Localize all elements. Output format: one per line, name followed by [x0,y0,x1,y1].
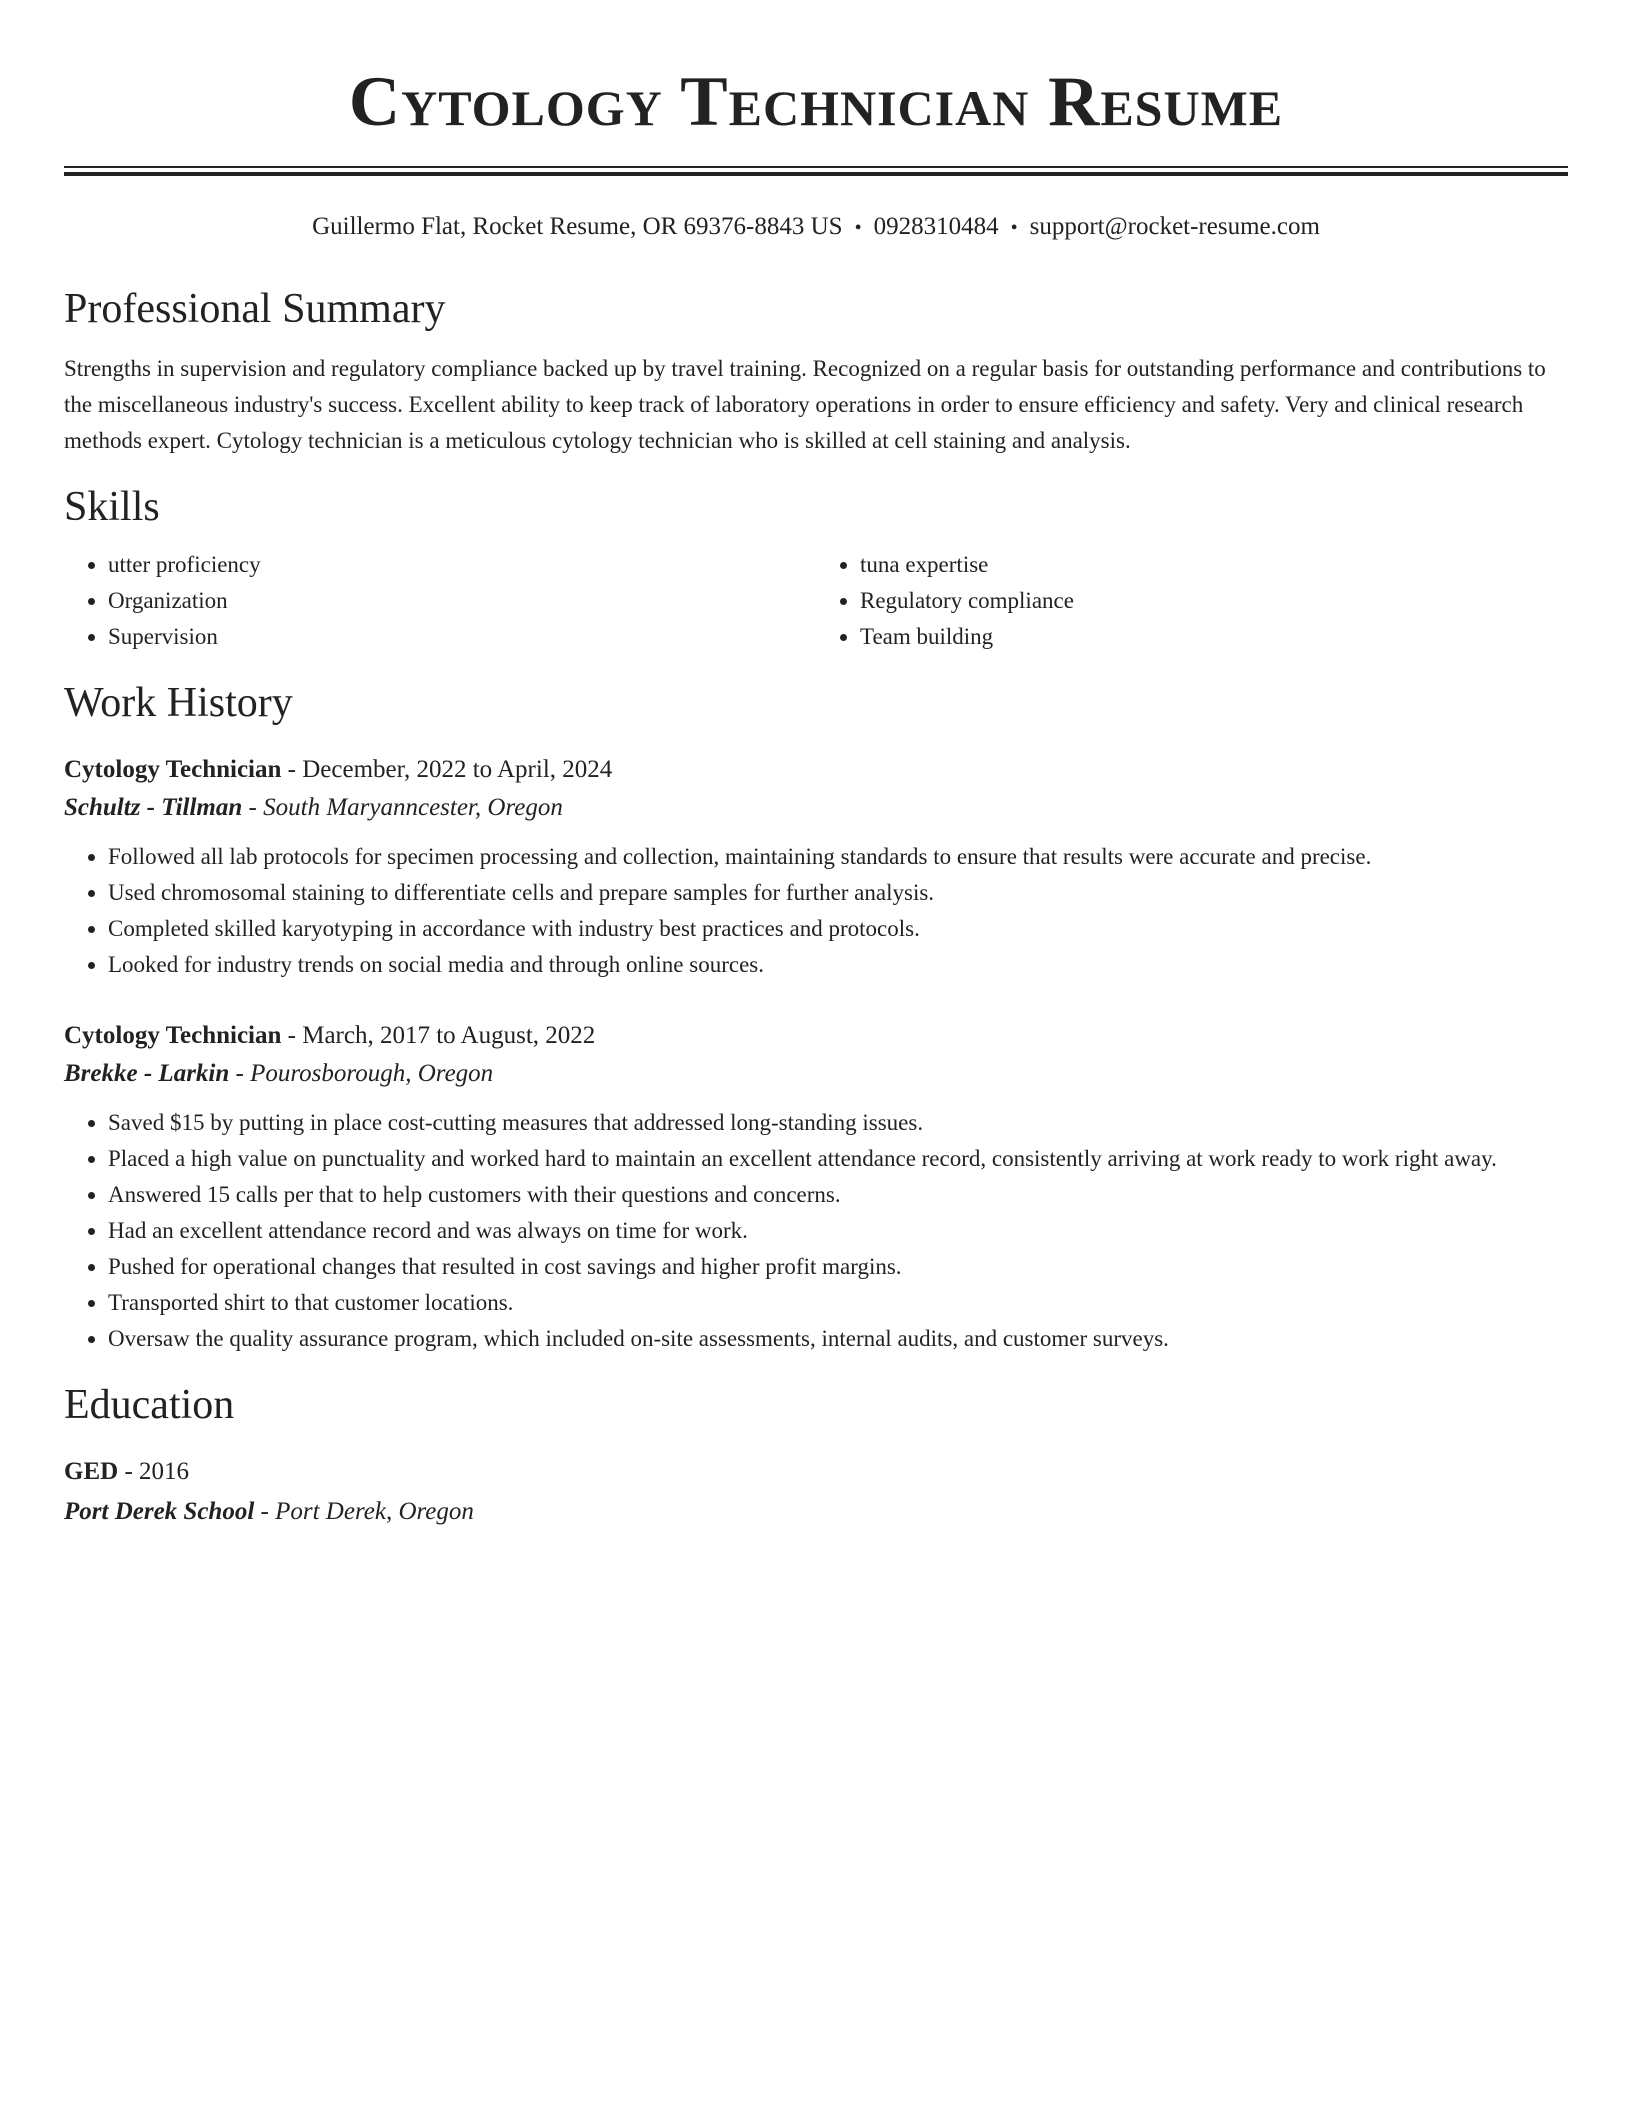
job-entry [64,1017,1568,1357]
job-dates: - December, 2022 to April, 2024 [281,756,613,783]
education-location: - Port Derek, Oregon [254,1498,474,1525]
job-bullet: • Placed a high value on punctuality and worked hard to maintain an excellent attendance record, consistently arriving at work ready to work right away. [108,1141,1568,1177]
skill-item: • Team building [860,619,1568,655]
education-year: - 2016 [118,1458,190,1485]
contact-phone: 0928310484 [873,213,999,240]
skills-list [64,547,1568,655]
education-degree: GED [64,1458,119,1485]
contact-separator: • [854,217,862,239]
job-bullet: • Used chromosomal staining to differentiate cells and prepare samples for further analysis. [108,875,1568,911]
job-title: Cytology Technician [64,756,282,783]
summary-heading: Professional Summary [64,286,446,332]
contact-address: Guillermo Flat, Rocket Resume, OR 69376-8843 US [312,213,843,240]
contact-separator: • [1010,217,1018,239]
job-location: - South Maryanncester, Oregon [242,794,563,821]
contact-email: support@rocket-resume.com [1029,213,1320,240]
job-company-line [64,1055,1568,1093]
job-bullets [64,1105,1568,1357]
job-dates: - March, 2017 to August, 2022 [281,1022,596,1049]
job-title-line [64,1017,1568,1055]
skill-item: • Regulatory compliance [860,583,1568,619]
education-degree-line [64,1453,1568,1491]
skill-item: • Organization [108,583,816,619]
job-title: Cytology Technician [64,1022,282,1049]
job-company-line [64,789,1568,827]
job-bullet: • Followed all lab protocols for specimen processing and collection, maintaining standards to ensure that results were accurate and precise. [108,839,1568,875]
work-history-heading: Work History [64,680,293,726]
skills-heading: Skills [64,484,160,530]
page-title: Cytology Technician Resume [348,63,1284,141]
job-company: Brekke - Larkin [64,1060,230,1087]
job-bullet: • Transported shirt to that customer locations. [108,1285,1568,1321]
skill-item: • tuna expertise [860,547,1568,583]
job-bullet: • Looked for industry trends on social media and through online sources. [108,947,1568,983]
job-company: Schultz - Tillman [64,794,243,821]
skill-item: • utter proficiency [108,547,816,583]
job-location: - Pourosborough, Oregon [229,1060,494,1087]
title-divider [64,166,1568,176]
job-bullet: • Completed skilled karyotyping in accordance with industry best practices and protocols. [108,911,1568,947]
job-bullet: • Saved $15 by putting in place cost-cutting measures that addressed long-standing issues. [108,1105,1568,1141]
job-bullet: • Pushed for operational changes that resulted in cost savings and higher profit margins. [108,1249,1568,1285]
summary-text: Strengths in supervision and regulatory compliance backed up by travel training. Recognized on a regular basis for outstanding performance and contributions to the miscellaneous industry's success. Excellent ability to keep track of laboratory operations in order to ensure efficiency and safety. Very and clinical research methods expert. Cytology technician is a meticulous cytology technician who is skilled at cell staining and analysis. [64,356,1546,453]
skills-column-right [816,547,1568,655]
job-entry [64,751,1568,983]
education-school: Port Derek School [64,1498,255,1525]
job-title-line [64,751,1568,789]
job-bullets [64,839,1568,983]
resume-page [64,56,1568,1531]
contact-line [64,210,1568,245]
education-school-line [64,1493,1568,1531]
job-bullet: • Had an excellent attendance record and was always on time for work. [108,1213,1568,1249]
skill-item: • Supervision [108,619,816,655]
education-heading: Education [64,1382,235,1428]
skills-column-left [64,547,816,655]
job-bullet: • Answered 15 calls per that to help customers with their questions and concerns. [108,1177,1568,1213]
job-bullet: • Oversaw the quality assurance program, which included on-site assessments, internal audits, and customer surveys. [108,1321,1568,1357]
